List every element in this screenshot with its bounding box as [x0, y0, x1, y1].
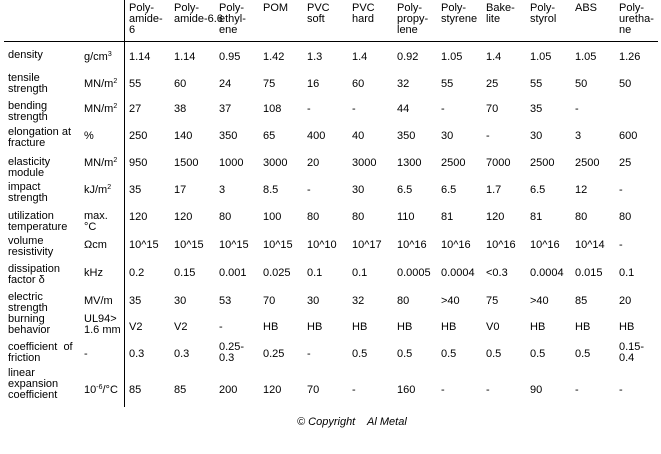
table-cell: 53	[219, 295, 232, 307]
property-label: tensile strength	[8, 72, 48, 95]
property-label: coefficient of friction	[8, 341, 73, 364]
table-cell: 350	[219, 130, 238, 142]
unit-label: $MN/m^2$	[84, 157, 118, 169]
material-header: Poly- uretha- ne	[619, 2, 654, 36]
table-cell: -	[352, 103, 356, 115]
table-cell: 0.001	[219, 267, 247, 279]
table-cell: 85	[129, 384, 142, 396]
table-cell: 10^10	[307, 239, 337, 251]
table-cell: 32	[352, 295, 365, 307]
table-cell: V2	[129, 321, 143, 333]
unit-label: Ωcm	[84, 239, 107, 251]
table-cell: 1.14	[129, 51, 151, 63]
table-cell: 20	[307, 157, 320, 169]
table-cell: 100	[263, 211, 282, 223]
material-header: Poly- styrene	[441, 2, 478, 25]
unit-label: -	[84, 348, 88, 360]
table-cell: 40	[352, 130, 365, 142]
table-cell: 25	[619, 157, 632, 169]
property-label: density	[8, 49, 43, 61]
table-cell: 3	[575, 130, 582, 142]
table-cell: 0.15- 0.4	[619, 341, 645, 364]
table-cell: 81	[530, 211, 543, 223]
table-cell: 0.5	[397, 348, 413, 360]
table-cell: 0.1	[307, 267, 323, 279]
table-cell: -	[219, 321, 223, 333]
table-cell: -	[307, 103, 311, 115]
table-cell: >40	[441, 295, 460, 307]
table-cell: -	[575, 384, 579, 396]
material-header: PVC hard	[352, 2, 375, 25]
table-cell: -	[575, 103, 579, 115]
table-cell: 16	[307, 78, 320, 90]
table-cell: 75	[263, 78, 276, 90]
table-cell: 80	[397, 295, 410, 307]
table-cell: HB	[352, 321, 368, 333]
table-cell: 1.7	[486, 184, 502, 196]
unit-label: MV/m	[84, 295, 113, 307]
table-cell: 120	[174, 211, 193, 223]
unit-label: $MN/m^2$	[84, 103, 118, 115]
table-cell: 0.025	[263, 267, 291, 279]
table-cell: 10^16	[397, 239, 427, 251]
table-cell: HB	[619, 321, 635, 333]
table-cell: 120	[263, 384, 282, 396]
table-cell: 250	[129, 130, 148, 142]
table-cell: 0.2	[129, 267, 145, 279]
table-cell: 81	[441, 211, 454, 223]
table-cell: 35	[129, 184, 142, 196]
table-cell: 200	[219, 384, 238, 396]
table-cell: -	[619, 239, 623, 251]
table-cell: 85	[174, 384, 187, 396]
table-cell: 20	[619, 295, 632, 307]
table-cell: 1.3	[307, 51, 323, 63]
table-cell: V0	[486, 321, 500, 333]
table-cell: 1.4	[352, 51, 368, 63]
table-cell: 0.5	[530, 348, 546, 360]
table-cell: 0.3	[174, 348, 190, 360]
table-cell: 110	[397, 211, 415, 223]
table-cell: 17	[174, 184, 187, 196]
table-cell: 55	[441, 78, 454, 90]
table-cell: -	[352, 384, 356, 396]
property-label: bending strength	[8, 100, 48, 123]
table-cell: 10^15	[263, 239, 293, 251]
table-cell: 0.1	[619, 267, 635, 279]
table-cell: >40	[530, 295, 549, 307]
table-cell: 50	[575, 78, 588, 90]
unit-label: $10^{-6}/^\circ C$	[84, 384, 118, 396]
table-cell: 0.15	[174, 267, 196, 279]
table-cell: 1.05	[441, 51, 463, 63]
material-header: Bake- lite	[486, 2, 515, 25]
table-cell: -	[307, 348, 311, 360]
unit-label: $g/cm^3$	[84, 51, 112, 63]
unit-label: %	[84, 130, 94, 142]
table-cell: 10^16	[530, 239, 560, 251]
table-cell: 1000	[219, 157, 244, 169]
table-cell: 65	[263, 130, 276, 142]
table-cell: 10^15	[129, 239, 159, 251]
table-cell: -	[486, 384, 490, 396]
column-divider	[124, 0, 125, 407]
table-cell: -	[307, 184, 311, 196]
table-cell: 108	[263, 103, 282, 115]
table-cell: 37	[219, 103, 232, 115]
material-header: PVC soft	[307, 2, 330, 25]
table-cell: 6.5	[441, 184, 457, 196]
table-cell: 60	[352, 78, 365, 90]
table-cell: 120	[129, 211, 148, 223]
table-cell: 120	[486, 211, 505, 223]
table-cell: 27	[129, 103, 142, 115]
header-divider	[4, 41, 658, 42]
table-cell: 2500	[441, 157, 466, 169]
table-cell: 0.0004	[530, 267, 564, 279]
table-cell: 12	[575, 184, 588, 196]
table-cell: 55	[530, 78, 543, 90]
table-cell: 0.0004	[441, 267, 475, 279]
table-cell: 6.5	[397, 184, 413, 196]
table-cell: 2500	[530, 157, 555, 169]
property-label: dissipation factor δ	[8, 263, 60, 286]
material-header: Poly- ethyl- ene	[219, 2, 246, 36]
table-cell: 44	[397, 103, 410, 115]
table-cell: 32	[397, 78, 410, 90]
table-cell: 7000	[486, 157, 511, 169]
table-cell: 600	[619, 130, 638, 142]
table-cell: -	[619, 384, 623, 396]
unit-label: kHz	[84, 267, 103, 279]
table-cell: 10^16	[486, 239, 516, 251]
table-cell: 1.26	[619, 51, 641, 63]
table-cell: 950	[129, 157, 148, 169]
table-cell: 0.95	[219, 51, 241, 63]
table-cell: 10^15	[219, 239, 249, 251]
material-header: Poly- propy- lene	[397, 2, 429, 36]
material-header: Poly- styrol	[530, 2, 557, 25]
table-cell: HB	[307, 321, 323, 333]
table-cell: 3	[219, 184, 226, 196]
table-cell: HB	[441, 321, 457, 333]
table-cell: 0.015	[575, 267, 603, 279]
table-cell: 80	[619, 211, 632, 223]
table-cell: 30	[174, 295, 187, 307]
table-cell: 24	[219, 78, 232, 90]
table-cell: 0.5	[486, 348, 502, 360]
table-cell: 0.25- 0.3	[219, 341, 245, 364]
property-label: linear expansion coefficient	[8, 367, 59, 401]
table-cell: 10^17	[352, 239, 382, 251]
table-cell: -	[441, 103, 445, 115]
table-cell: V2	[174, 321, 188, 333]
table-cell: 30	[352, 184, 365, 196]
property-label: burning behavior	[8, 313, 51, 336]
table-cell: HB	[575, 321, 591, 333]
table-cell: 80	[307, 211, 320, 223]
property-label: impact strength	[8, 181, 48, 204]
table-cell: 50	[619, 78, 632, 90]
table-cell: 25	[486, 78, 499, 90]
unit-label: $MN/m^2$	[84, 78, 118, 90]
table-cell: 3000	[263, 157, 288, 169]
table-cell: 1.4	[486, 51, 502, 63]
table-cell: 1.42	[263, 51, 285, 63]
table-cell: HB	[530, 321, 546, 333]
unit-label: max. °C	[84, 210, 108, 233]
table-cell: 6.5	[530, 184, 546, 196]
unit-label: $kJ/m^2$	[84, 184, 112, 196]
table-cell: 1.14	[174, 51, 196, 63]
table-cell: 160	[397, 384, 416, 396]
table-cell: 350	[397, 130, 416, 142]
property-label: volume resistivity	[8, 235, 54, 258]
table-cell: 85	[575, 295, 588, 307]
table-cell: -	[441, 384, 445, 396]
table-cell: 55	[129, 78, 142, 90]
table-cell: 1300	[397, 157, 422, 169]
copyright-text: © Copyright Al Metal	[297, 416, 407, 428]
table-cell: 140	[174, 130, 193, 142]
table-cell: -	[486, 130, 490, 142]
table-cell: 0.25	[263, 348, 285, 360]
table-cell: 1500	[174, 157, 199, 169]
material-header: Poly- amide- 6	[129, 2, 163, 36]
table-cell: 3000	[352, 157, 377, 169]
table-cell: 10^15	[174, 239, 204, 251]
material-header: Poly- amide-6.6	[174, 2, 223, 25]
property-label: elongation at fracture	[8, 126, 71, 149]
table-cell: 80	[352, 211, 365, 223]
property-label: electric strength	[8, 291, 48, 314]
table-cell: 60	[174, 78, 187, 90]
table-cell: 70	[263, 295, 276, 307]
material-header: ABS	[575, 2, 598, 14]
table-cell: HB	[397, 321, 413, 333]
table-cell: 0.5	[352, 348, 368, 360]
table-cell: 10^14	[575, 239, 605, 251]
unit-label: UL94> 1.6 mm	[84, 313, 121, 336]
table-cell: 90	[530, 384, 543, 396]
material-header: POM	[263, 2, 289, 14]
table-cell: 0.5	[441, 348, 457, 360]
table-cell: 38	[174, 103, 187, 115]
table-cell: 70	[307, 384, 320, 396]
table-cell: 30	[441, 130, 454, 142]
table-cell: 35	[530, 103, 543, 115]
table-cell: 0.5	[575, 348, 591, 360]
table-cell: 0.3	[129, 348, 145, 360]
table-cell: 80	[575, 211, 588, 223]
table-cell: 400	[307, 130, 326, 142]
table-cell: 8.5	[263, 184, 279, 196]
table-cell: HB	[263, 321, 279, 333]
table-cell: 2500	[575, 157, 600, 169]
table-cell: 0.1	[352, 267, 368, 279]
table-cell: 0.92	[397, 51, 419, 63]
table-cell: 75	[486, 295, 499, 307]
table-cell: 35	[129, 295, 142, 307]
table-cell: 30	[530, 130, 543, 142]
table-cell: 30	[307, 295, 320, 307]
table-cell: 80	[219, 211, 232, 223]
table-cell: -	[619, 184, 623, 196]
table-cell: 1.05	[575, 51, 597, 63]
property-label: utilization temperature	[8, 210, 68, 233]
table-cell: 0.0005	[397, 267, 431, 279]
property-label: elasticity module	[8, 156, 51, 179]
table-cell: 10^16	[441, 239, 471, 251]
table-cell: 70	[486, 103, 499, 115]
table-cell: 1.05	[530, 51, 552, 63]
table-cell: <0.3	[486, 267, 508, 279]
